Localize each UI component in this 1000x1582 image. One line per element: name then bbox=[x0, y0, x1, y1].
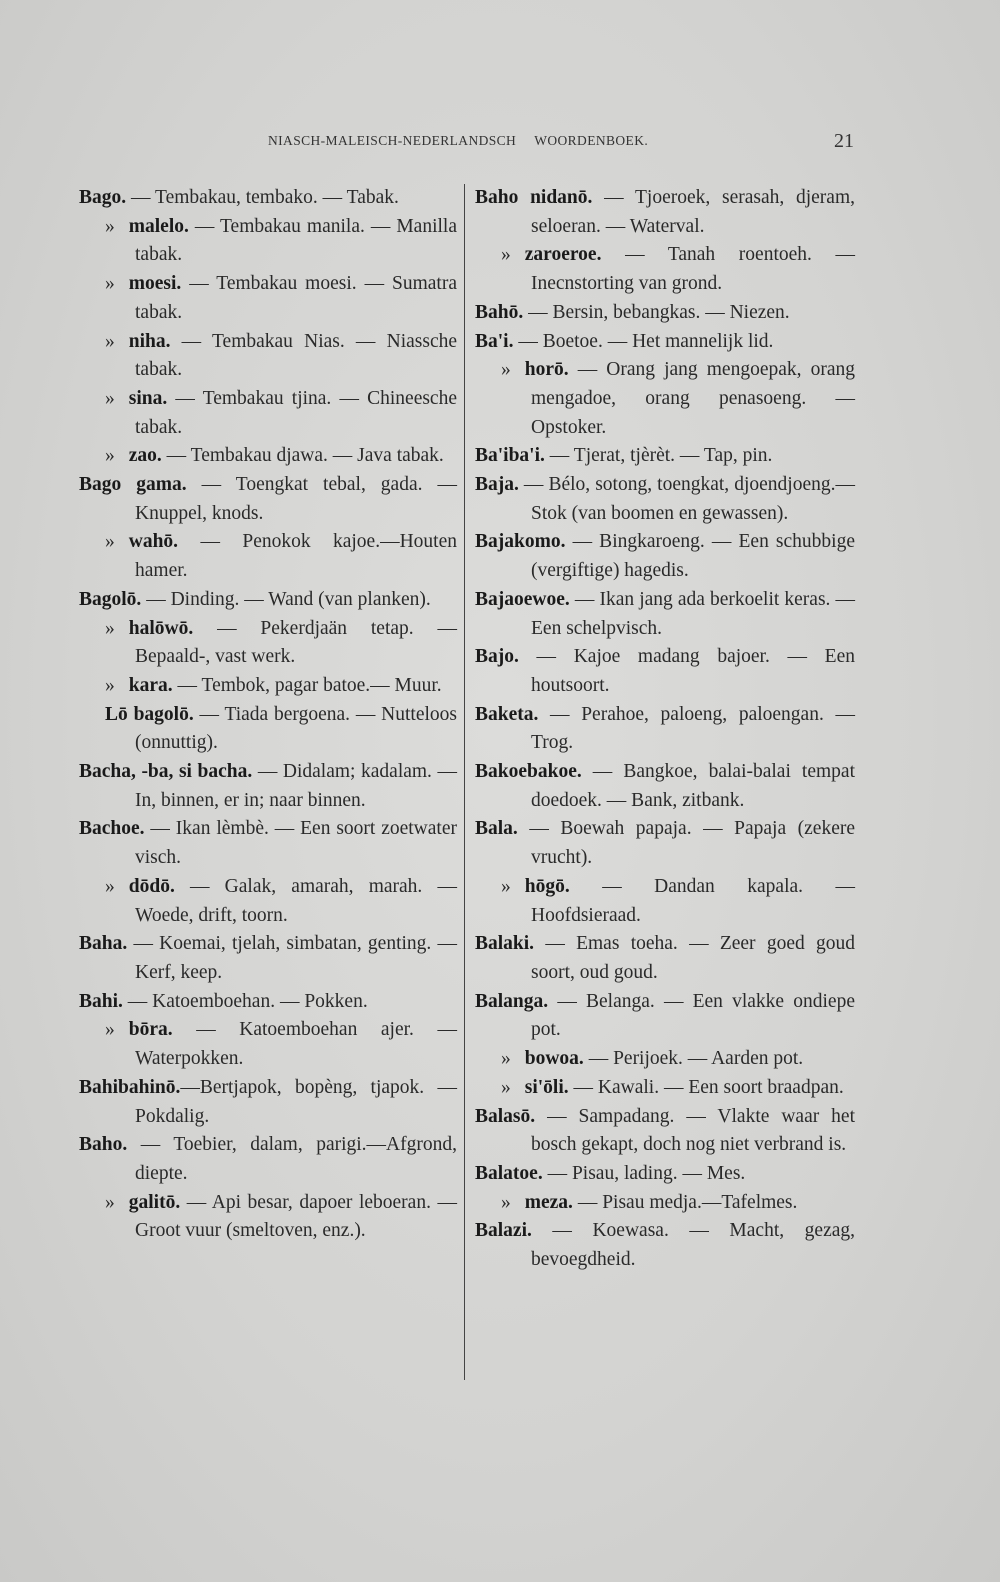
right-column bbox=[475, 184, 855, 1275]
entry-headword: wahō. bbox=[128, 531, 179, 553]
entry-headword: Balasō. bbox=[475, 1105, 536, 1127]
dictionary-entry bbox=[79, 1189, 457, 1246]
entry-headword: horō. bbox=[524, 359, 569, 381]
entry-definition: — Pisau medja.—Tafelmes. bbox=[572, 1191, 798, 1213]
entry-headword: Balaki. bbox=[475, 933, 535, 955]
column-divider bbox=[464, 184, 465, 1380]
entry-definition: —Bertjapok, bopèng, tjapok. — Pokdalig. bbox=[135, 1076, 457, 1127]
running-head-title-left: NIASCH-MALEISCH-NEDERLANDSCH bbox=[268, 133, 517, 148]
ditto-mark: » bbox=[105, 1019, 115, 1041]
dictionary-entry bbox=[79, 471, 457, 528]
ditto-mark: » bbox=[501, 244, 511, 266]
entry-headword: malelo. bbox=[128, 215, 189, 237]
dictionary-entry bbox=[475, 442, 855, 471]
entry-headword: niha. bbox=[128, 330, 171, 352]
dictionary-entry bbox=[79, 528, 457, 585]
entry-definition: — Bersin, bebangkas. — Niezen. bbox=[523, 301, 790, 323]
entry-headword: Bago. bbox=[79, 187, 127, 208]
dictionary-entry bbox=[475, 1074, 855, 1103]
entry-headword: hōgō. bbox=[524, 875, 570, 897]
dictionary-entry bbox=[475, 988, 855, 1045]
dictionary-entry bbox=[475, 1103, 855, 1160]
dictionary-entry bbox=[79, 1016, 457, 1073]
entry-headword: Bachoe. bbox=[79, 818, 145, 840]
entry-definition: — Koemai, tjelah, simbatan, genting. — Kerf, keep. bbox=[127, 933, 457, 983]
dictionary-entry bbox=[475, 356, 855, 442]
entry-definition: — Bingkaroeng. — Een schubbige (vergiftige) hagedis. bbox=[531, 531, 855, 582]
entry-headword: Bahibahinō. bbox=[79, 1076, 181, 1098]
entry-definition: — Tjerat, tjèrèt. — Tap, pin. bbox=[544, 445, 773, 467]
entry-definition: — Tembakau moesi. — Sumatra tabak. bbox=[135, 273, 457, 323]
entry-headword: kara. bbox=[128, 674, 173, 696]
entry-headword: zaroeroe. bbox=[524, 244, 602, 266]
entry-headword: Baketa. bbox=[475, 703, 539, 725]
ditto-mark: » bbox=[105, 330, 115, 352]
entry-definition: — Sampadang. — Vlakte waar het bosch gekapt, doch nog niet verbrand is. bbox=[531, 1105, 855, 1156]
dictionary-entry bbox=[475, 528, 855, 585]
dictionary-entry bbox=[475, 1160, 855, 1189]
left-column bbox=[79, 184, 457, 1246]
dictionary-entry bbox=[79, 815, 457, 872]
entry-headword: bowoa. bbox=[524, 1048, 584, 1070]
dictionary-entry bbox=[79, 1131, 457, 1188]
entry-definition: — Tiada bergoena. — Nutteloos (onnuttig). bbox=[135, 703, 457, 754]
ditto-mark: » bbox=[105, 617, 115, 639]
entry-definition: — Ikan jang ada berkoelit keras. — Een schelpvisch. bbox=[531, 588, 855, 639]
entry-headword: Bahi. bbox=[79, 990, 123, 1012]
entry-definition: — Perahoe, paloeng, paloengan. — Trog. bbox=[531, 703, 855, 754]
dictionary-entry bbox=[79, 988, 457, 1017]
ditto-mark: » bbox=[105, 387, 115, 409]
entry-headword: Balanga. bbox=[475, 990, 549, 1012]
ditto-mark: » bbox=[105, 531, 115, 553]
entry-headword: Bahō. bbox=[475, 301, 524, 323]
ditto-mark: » bbox=[105, 674, 115, 696]
entry-headword: Baha. bbox=[79, 933, 128, 955]
dictionary-entry bbox=[475, 299, 855, 328]
entry-headword: zao. bbox=[128, 445, 162, 467]
running-head bbox=[268, 133, 648, 149]
entry-headword: Bagolō. bbox=[79, 588, 142, 610]
entry-definition: — Dinding. — Wand (van planken). bbox=[141, 588, 431, 610]
ditto-mark: » bbox=[105, 445, 115, 467]
dictionary-entry bbox=[79, 328, 457, 385]
dictionary-entry bbox=[475, 1045, 855, 1074]
entry-headword: Ba'iba'i. bbox=[475, 445, 545, 467]
ditto-mark: » bbox=[501, 359, 511, 381]
entry-definition: — Galak, amarah, marah. — Woede, drift, toorn. bbox=[135, 875, 457, 926]
dictionary-entry bbox=[79, 270, 457, 327]
entry-headword: Bala. bbox=[475, 818, 518, 840]
entry-definition: — Kawali. — Een soort braadpan. bbox=[568, 1076, 844, 1098]
running-head-title-right: WOORDENBOEK. bbox=[534, 133, 649, 148]
entry-definition: — Tembakau manila. — Manilla tabak. bbox=[135, 215, 457, 266]
dictionary-entry bbox=[475, 701, 855, 758]
entry-definition: — Tembakau, tembako. — Tabak. bbox=[126, 187, 399, 208]
dictionary-entry bbox=[475, 241, 855, 298]
dictionary-entry bbox=[475, 815, 855, 872]
entry-headword: Baho. bbox=[79, 1134, 128, 1156]
entry-definition: — Tanah roentoeh. — Inecnstorting van grond. bbox=[531, 244, 855, 295]
entry-headword: meza. bbox=[524, 1191, 573, 1213]
dictionary-entry bbox=[79, 213, 457, 270]
dictionary-entry bbox=[475, 643, 855, 700]
dictionary-entry bbox=[79, 1074, 457, 1131]
dictionary-entry bbox=[79, 615, 457, 672]
dictionary-entry bbox=[475, 471, 855, 528]
ditto-mark: » bbox=[105, 215, 115, 237]
entry-definition: — Bélo, sotong, toengkat, djoendjoeng.— Stok (van boomen en gewassen). bbox=[518, 474, 855, 524]
entry-headword: bōra. bbox=[128, 1019, 173, 1041]
dictionary-entry bbox=[475, 328, 855, 357]
entry-definition: — Toengkat tebal, gada. — Knuppel, knods. bbox=[135, 474, 457, 524]
entry-definition: — Kajoe madang bajoer. — Een houtsoort. bbox=[518, 646, 855, 696]
entry-headword: Lō bagolō. bbox=[105, 703, 194, 725]
dictionary-entry bbox=[79, 184, 457, 213]
entry-definition: — Pisau, lading. — Mes. bbox=[542, 1162, 746, 1184]
entry-headword: sina. bbox=[128, 387, 168, 409]
ditto-mark: » bbox=[105, 273, 115, 295]
entry-definition: — Dandan kapala. — Hoofdsieraad. bbox=[531, 875, 855, 926]
entry-definition: — Perijoek. — Aarden pot. bbox=[583, 1048, 804, 1070]
entry-headword: Bacha, -ba, si bacha. bbox=[79, 761, 253, 783]
dictionary-entry bbox=[475, 184, 855, 241]
entry-definition: — Toebier, dalam, parigi.—Afgrond, diepte. bbox=[127, 1134, 457, 1184]
dictionary-entry bbox=[475, 1217, 855, 1274]
dictionary-entry bbox=[475, 586, 855, 643]
entry-definition: — Penokok kajoe.—Houten hamer. bbox=[135, 531, 457, 582]
dictionary-entry bbox=[475, 930, 855, 987]
entry-headword: galitō. bbox=[128, 1191, 181, 1213]
entry-headword: Bajaoewoe. bbox=[475, 588, 570, 610]
ditto-mark: » bbox=[501, 1048, 511, 1070]
dictionary-entry bbox=[79, 672, 457, 701]
entry-definition: — Tembakau djawa. — Java tabak. bbox=[161, 445, 444, 467]
entry-definition: — Emas toeha. — Zeer goed goud soort, oud goud. bbox=[531, 933, 855, 983]
entry-headword: Bago gama. bbox=[79, 474, 187, 496]
dictionary-entry bbox=[79, 442, 457, 471]
entry-headword: dōdō. bbox=[128, 875, 175, 897]
entry-definition: — Bangkoe, balai-balai tempat doedoek. — Bank, zitbank. bbox=[531, 761, 855, 811]
entry-definition: — Boewah papaja. — Papaja (zekere vrucht). bbox=[517, 818, 855, 869]
entry-definition: — Ikan lèmbè. — Een soort zoetwater visch. bbox=[135, 818, 457, 869]
entry-definition: — Tembok, pagar batoe.— Muur. bbox=[172, 674, 442, 696]
entry-definition: — Api besar, dapoer leboeran. — Groot vuur (smeltoven, enz.). bbox=[135, 1191, 457, 1242]
entry-definition: — Belanga. — Een vlakke ondiepe pot. bbox=[531, 990, 855, 1041]
dictionary-entry bbox=[79, 385, 457, 442]
ditto-mark: » bbox=[501, 1076, 511, 1098]
ditto-mark: » bbox=[105, 875, 115, 897]
entry-headword: Bajo. bbox=[475, 646, 519, 668]
dictionary-entry bbox=[79, 873, 457, 930]
entry-definition: — Katoemboehan. — Pokken. bbox=[122, 990, 368, 1012]
entry-headword: halōwō. bbox=[128, 617, 194, 639]
ditto-mark: » bbox=[501, 1191, 511, 1213]
entry-definition: — Boetoe. — Het mannelijk lid. bbox=[513, 330, 774, 352]
dictionary-entry bbox=[79, 586, 457, 615]
entry-headword: Balatoe. bbox=[475, 1162, 543, 1184]
entry-definition: — Tembakau Nias. — Niassche tabak. bbox=[135, 330, 457, 381]
entry-definition: — Katoemboehan ajer. — Waterpokken. bbox=[135, 1019, 457, 1070]
dictionary-entry bbox=[475, 873, 855, 930]
dictionary-entry bbox=[475, 758, 855, 815]
entry-definition: — Tjoeroek, serasah, djeram, seloeran. — Waterval. bbox=[531, 187, 855, 237]
entry-headword: Baho nidanō. bbox=[475, 187, 593, 208]
entry-headword: Bajakomo. bbox=[475, 531, 566, 553]
ditto-mark: » bbox=[501, 875, 511, 897]
entry-headword: Balazi. bbox=[475, 1220, 532, 1242]
entry-definition: — Tembakau tjina. — Chineesche tabak. bbox=[135, 387, 457, 438]
ditto-mark: » bbox=[105, 1191, 115, 1213]
page-number: 21 bbox=[834, 130, 854, 152]
entry-definition: — Didalam; kadalam. — In, binnen, er in; naar binnen. bbox=[135, 761, 457, 811]
dictionary-entry bbox=[475, 1189, 855, 1218]
dictionary-entry bbox=[79, 758, 457, 815]
entry-headword: Baja. bbox=[475, 474, 519, 496]
entry-definition: — Koewasa. — Macht, gezag, bevoegdheid. bbox=[531, 1220, 855, 1271]
entry-headword: Bakoebakoe. bbox=[475, 761, 582, 783]
entry-headword: si'ōli. bbox=[524, 1076, 569, 1098]
entry-definition: — Pekerdjaän tetap. — Bepaald-, vast werk. bbox=[135, 617, 457, 668]
entry-headword: moesi. bbox=[128, 273, 182, 295]
dictionary-entry bbox=[79, 930, 457, 987]
entry-definition: — Orang jang mengoepak, orang mengadoe, orang penasoeng. — Opstoker. bbox=[531, 359, 855, 438]
dictionary-entry bbox=[79, 701, 457, 758]
entry-headword: Ba'i. bbox=[475, 330, 514, 352]
